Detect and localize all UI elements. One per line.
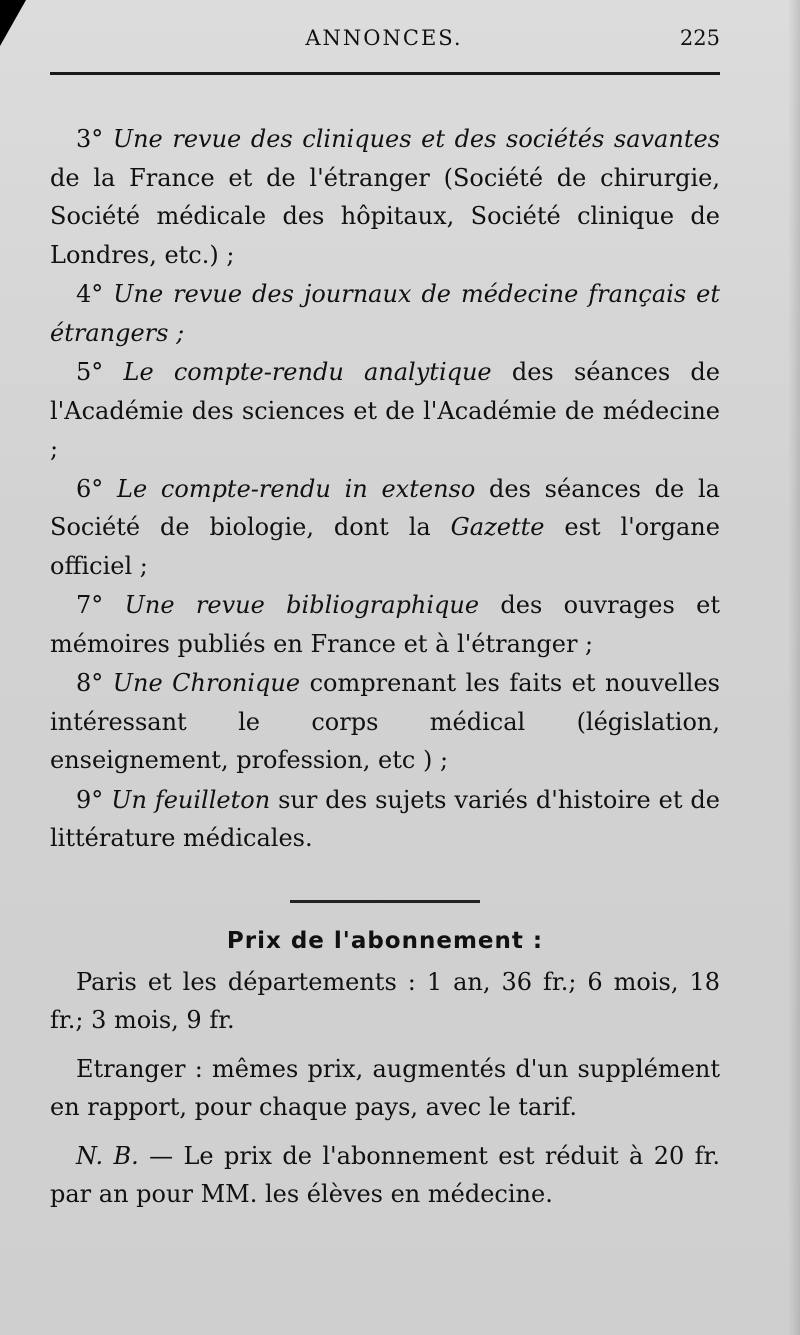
list-item: [50, 586, 720, 663]
section-divider: [290, 900, 480, 903]
item-text: sur des sujets variés d'histoire et de littérature médicales.: [50, 785, 720, 852]
pricing-paris: Paris et les départements : 1 an, 36 fr.; 6 mois, 18 fr.; 3 mois, 9 fr.: [50, 967, 720, 1034]
list-item: [50, 353, 720, 469]
list-item: [50, 275, 720, 352]
item-title: Une Chronique: [112, 669, 301, 697]
announcement-body: [50, 120, 720, 1224]
item-text: des séances de l'Académie des sciences et de l'Académie de médecine ;: [50, 358, 720, 463]
list-item: [50, 120, 720, 274]
item-text: des ouvrages et mémoires publiés en France et à l'étranger ;: [50, 591, 720, 658]
item-text-secondary: est l'organe officiel ;: [50, 513, 720, 580]
item-title: Une revue des journaux de médecine français et étrangers ;: [50, 280, 720, 347]
pricing-foreign: Etranger : mêmes prix, augmentés d'un supplément en rapport, pour chaque pays, avec le tarif.: [50, 1054, 720, 1121]
page-edge-shadow: [788, 0, 800, 1335]
pricing-heading: Prix de l'abonnement :: [226, 927, 544, 954]
item-text: de la France et de l'étranger (Société de chirurgie, Société médicale des hôpitaux, Société clinique de Londres, etc.) ;: [50, 163, 720, 269]
pricing-note: [50, 1137, 720, 1214]
running-title: ANNONCES.: [305, 26, 463, 50]
item-title-secondary: Gazette: [450, 513, 545, 541]
item-title: Le compte-rendu in extenso: [117, 474, 476, 503]
item-title: Une revue bibliographique: [124, 591, 480, 619]
item-number: 6°: [76, 474, 104, 503]
list-item: [50, 781, 720, 858]
item-title: Un feuilleton: [111, 785, 271, 814]
note-mm: MM.: [200, 1180, 258, 1208]
list-item: [50, 664, 720, 780]
note-end: les élèves en médecine.: [264, 1180, 553, 1208]
page-corner-shadow: [0, 0, 26, 46]
item-title: Le compte-rendu analytique: [123, 358, 492, 386]
page-header: [48, 26, 720, 56]
item-title: Une revue des cliniques et des sociétés savantes: [112, 125, 720, 153]
item-text: comprenant les faits et nouvelles intéressant le corps médical (législation, enseignement, profession, etc ) ;: [50, 669, 720, 774]
item-number: 4°: [76, 280, 104, 308]
note-text: — Le prix de l'abonnement est réduit à 20 fr. par an pour: [50, 1141, 720, 1208]
item-number: 7°: [76, 591, 104, 619]
page-number: 225: [679, 26, 720, 50]
note-label: N. B.: [76, 1141, 139, 1170]
item-number: 9°: [76, 785, 104, 814]
list-item: [50, 470, 720, 586]
item-number: 8°: [76, 669, 104, 697]
header-rule: [50, 72, 720, 75]
item-text: des séances de la Société de biologie, dont la: [50, 474, 720, 541]
item-number: 3°: [76, 125, 104, 153]
item-number: 5°: [76, 358, 104, 386]
